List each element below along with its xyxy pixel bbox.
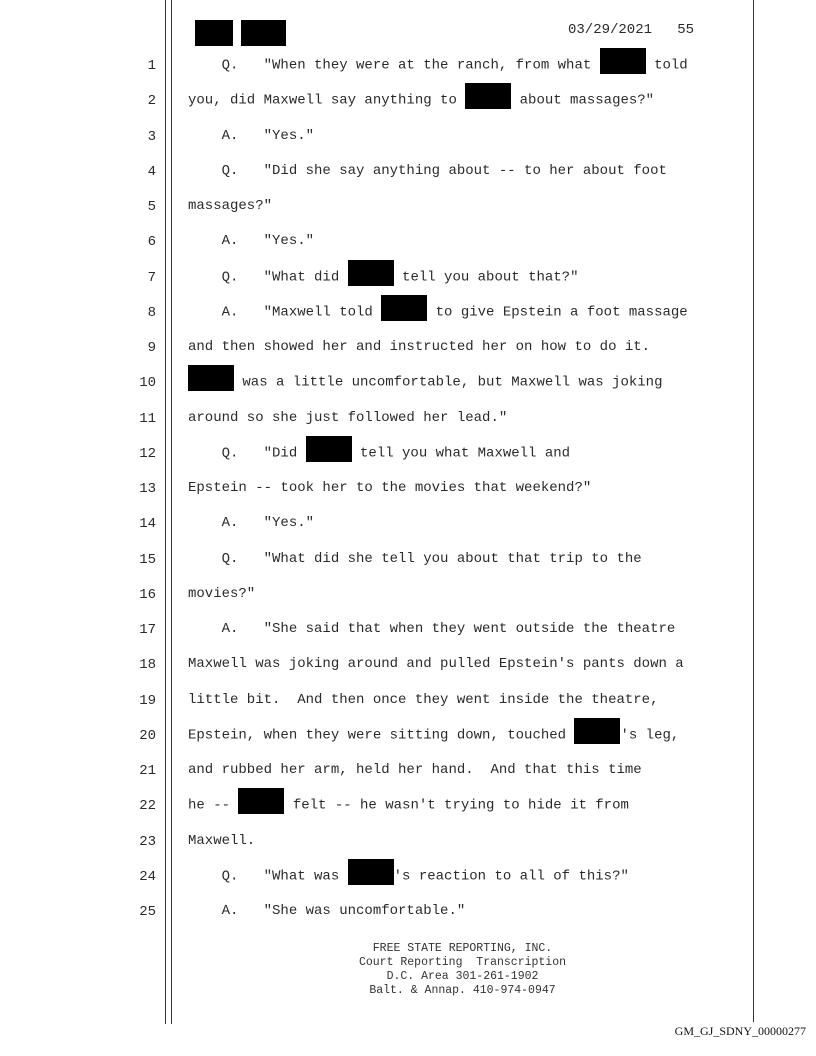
- transcript-line: [188, 514, 314, 532]
- line-number: 23: [139, 833, 156, 850]
- line-text: to give Epstein a foot massage: [427, 304, 688, 321]
- line-number: 16: [139, 586, 156, 603]
- line-text: tell you about that?": [393, 269, 579, 286]
- line-number: 9: [147, 340, 156, 356]
- left-margin-rule-inner: [171, 0, 172, 1024]
- footer-services: Court Reporting Transcription: [358, 956, 567, 969]
- line-text: massages?": [188, 198, 273, 214]
- line-text: and rubbed her arm, held her hand. And that this time: [188, 762, 642, 778]
- line-number: 12: [139, 445, 156, 462]
- transcript-line: [188, 796, 629, 815]
- line-text: A. "Yes.": [188, 515, 315, 532]
- bates-number: GM_GJ_SDNY_00000277: [674, 1024, 806, 1038]
- line-text: was a little uncomfortable, but Maxwell was joking: [234, 374, 663, 391]
- transcript-line: [188, 444, 570, 463]
- transcript-line: [188, 550, 642, 568]
- line-number: 19: [139, 692, 156, 709]
- line-number: 1: [147, 58, 156, 74]
- redaction-box: [574, 718, 620, 744]
- transcript-line: [188, 409, 507, 427]
- line-text: about massages?": [511, 92, 655, 109]
- redaction-box: [188, 365, 234, 391]
- line-number: 8: [147, 304, 156, 321]
- line-text: told: [645, 57, 688, 74]
- line-number: 14: [139, 516, 156, 533]
- transcript-line: [188, 232, 314, 250]
- line-text: Q. "When they were at the ranch, from what: [188, 57, 600, 74]
- line-number: 7: [147, 269, 156, 286]
- redaction-box: [600, 48, 646, 74]
- redaction-box: [348, 859, 394, 885]
- page-header: [568, 22, 694, 38]
- line-number: 2: [147, 93, 156, 110]
- line-text: A. "She said that when they went outside the theatre: [188, 621, 676, 637]
- line-text: Maxwell.: [188, 832, 256, 849]
- footer-phone-dc: D.C. Area 301-261-1902: [386, 970, 539, 983]
- line-number: 20: [139, 727, 156, 744]
- line-number: 22: [139, 798, 156, 815]
- line-text: 's leg,: [620, 727, 680, 744]
- line-number: 6: [147, 234, 156, 251]
- redaction-box: [306, 436, 352, 462]
- line-text: Epstein -- took her to the movies that weekend?": [188, 480, 592, 496]
- transcript-line: [188, 303, 688, 322]
- transcript-line: [188, 655, 684, 673]
- line-number: 18: [139, 657, 156, 674]
- header-redaction-box: [241, 20, 286, 46]
- transcript-line: [188, 902, 465, 920]
- redaction-box: [238, 788, 284, 814]
- line-number: 5: [147, 199, 156, 215]
- line-number: 21: [139, 763, 156, 779]
- transcript-line: [188, 268, 578, 287]
- line-text: Q. "Did: [188, 445, 306, 462]
- transcript-line: [188, 620, 675, 638]
- line-text: A. "Maxwell told: [188, 304, 382, 321]
- line-text: Q. "What did she tell you about that trip to the: [188, 550, 642, 567]
- reporter-footer: [300, 942, 625, 998]
- line-text: 's reaction to all of this?": [393, 868, 629, 885]
- transcript-line: [188, 691, 658, 709]
- line-number: 17: [139, 622, 156, 638]
- header-page-number: 55: [677, 22, 695, 38]
- line-text: A. "She was uncomfortable.": [188, 903, 466, 919]
- line-number: 4: [147, 163, 156, 180]
- header-redaction-box: [195, 20, 233, 46]
- transcript-line: [188, 373, 662, 392]
- line-number: 3: [147, 128, 156, 145]
- footer-phone-balt: Balt. & Annap. 410-974-0947: [369, 984, 556, 997]
- line-text: little bit. And then once they went inside the theatre,: [188, 691, 659, 708]
- line-number: 13: [139, 481, 156, 497]
- line-number: 24: [139, 868, 156, 885]
- right-margin-rule: [753, 0, 754, 1022]
- line-text: movies?": [188, 585, 256, 602]
- line-number: 11: [139, 410, 156, 427]
- line-text: Epstein, when they were sitting down, touched: [188, 727, 575, 744]
- line-text: A. "Yes.": [188, 233, 315, 250]
- line-text: you, did Maxwell say anything to: [188, 92, 466, 109]
- transcript-line: [188, 832, 255, 850]
- transcript-line: [188, 127, 314, 145]
- transcript-line: [188, 197, 272, 215]
- transcript-line: [188, 479, 591, 497]
- transcript-line: [188, 726, 679, 745]
- line-text: Q. "What was: [188, 868, 348, 885]
- line-text: A. "Yes.": [188, 127, 315, 144]
- line-text: Q. "Did she say anything about -- to her about foot: [188, 162, 667, 179]
- transcript-line: [188, 91, 654, 110]
- transcript-line: [188, 56, 688, 75]
- line-text: tell you what Maxwell and: [351, 445, 571, 462]
- header-date: 03/29/2021: [568, 22, 653, 38]
- line-text: felt -- he wasn't trying to hide it from: [284, 797, 629, 814]
- redaction-box: [348, 260, 394, 286]
- redaction-box: [465, 83, 511, 109]
- transcript-line: [188, 585, 255, 603]
- transcript-line: [188, 162, 667, 180]
- line-text: Maxwell was joking around and pulled Epstein's pants down a: [188, 656, 684, 673]
- line-number: 10: [139, 375, 156, 392]
- line-number: 25: [139, 904, 156, 920]
- footer-company: FREE STATE REPORTING, INC.: [372, 942, 553, 955]
- redaction-box: [381, 295, 427, 321]
- line-text: Q. "What did: [188, 269, 348, 286]
- transcript-line: [188, 761, 642, 779]
- line-text: he --: [188, 797, 239, 814]
- line-text: and then showed her and instructed her on how to do it.: [188, 339, 651, 355]
- left-margin-rule-outer: [165, 0, 166, 1024]
- transcript-line: [188, 338, 650, 356]
- line-number: 15: [139, 551, 156, 568]
- line-text: around so she just followed her lead.": [188, 409, 508, 426]
- transcript-line: [188, 867, 629, 886]
